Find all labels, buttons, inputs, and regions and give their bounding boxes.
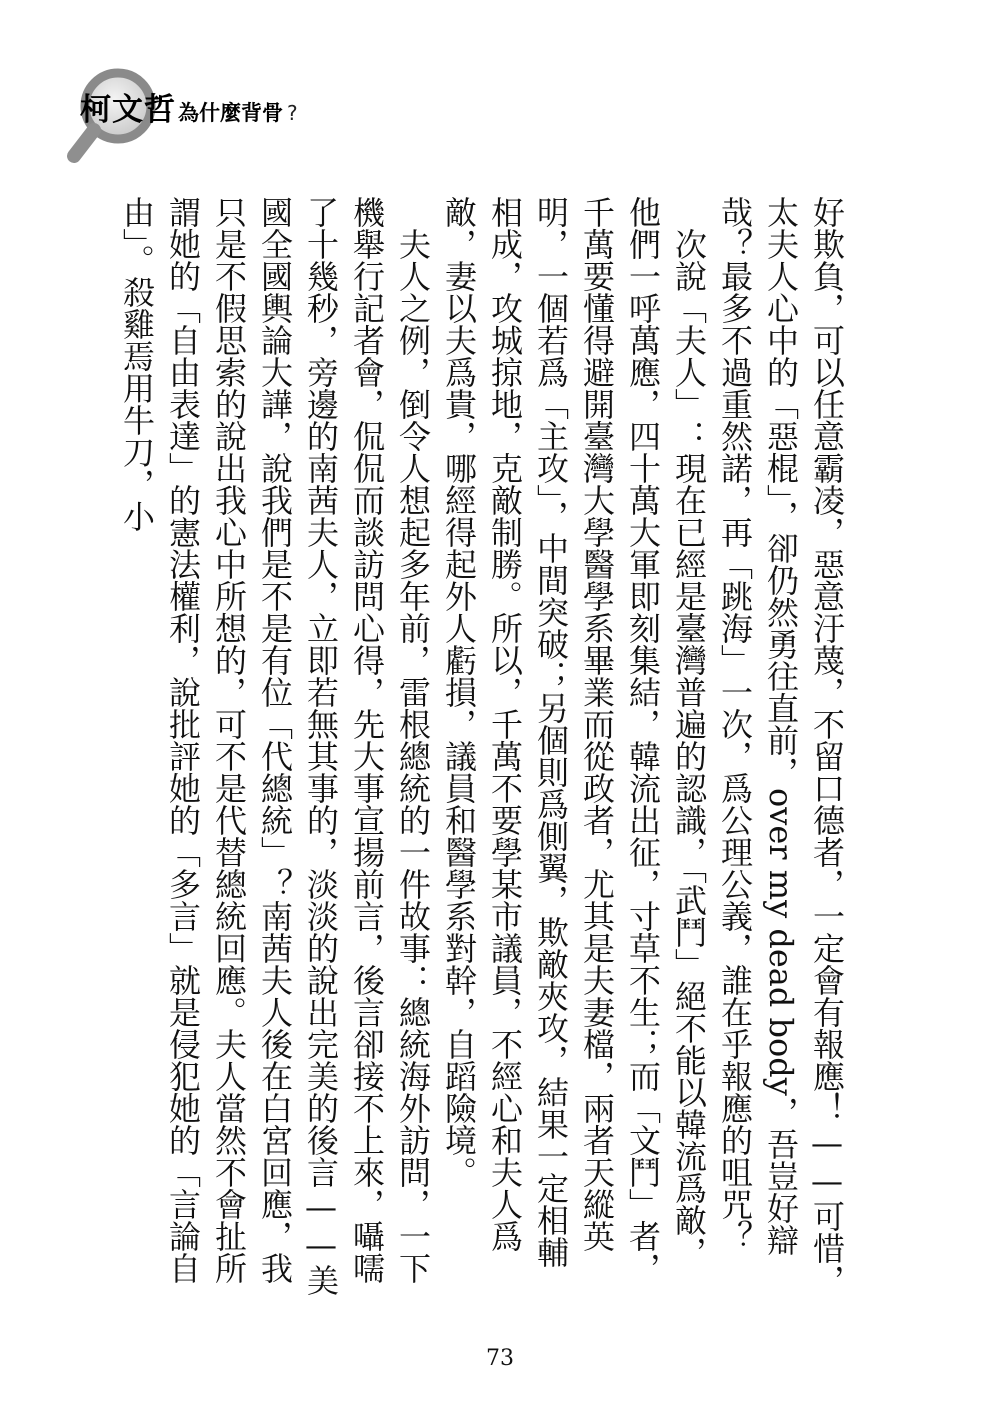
running-header [62,68,392,168]
book-title [80,84,298,129]
paragraph: 次說「夫人」：現在已經是臺灣普遍的認識，「武鬥」絕不能以韓流爲敵，他們一呼萬應，四十萬大軍即刻集結，韓流出征，寸草不生；而「文鬥」者，千萬要懂得避開臺灣大學醫學系畢業而從政者，尤其是夫妻檔，兩者天縱英明，一個若爲「主攻」，中間突破；另個則爲側翼，欺敵夾攻，結果一定相輔相成，攻城掠地，克敵制勝。所以，千萬不要學某市議員，不經心和夫人爲敵，妻以夫爲貴，哪經得起外人虧損，議員和醫學系對幹，自蹈險境。 [440,196,708,1284]
latin-phrase: over my dead body [762,788,800,1096]
paragraph: 好欺負，可以任意霸凌，惡意汙蔑，不留口德者，一定會有報應！——可惜，太夫人心中的「惡棍」，卻仍然勇往直前，over my dead body，吾豈好辯哉？最多不過重然諾，再「跳海」一次，爲公理公義，誰在乎報應的咀咒？ [716,196,846,1296]
page-number: 73 [486,1346,514,1371]
book-title-main: 柯文哲 [80,92,176,128]
paragraph: 夫人之例，倒令人想起多年前，雷根總統的一件故事：總統海外訪問，一下機舉行記者會，侃侃而談訪問心得，先大事宣揚前言，後言卻接不上來，囁嚅了十幾秒，旁邊的南茜夫人，立即若無其事的，淡淡的說出完美的後言——美國全國輿論大譁，說我們是不是有位「代總統」？南茜夫人後在白宮回應，我只是不假思索的說出我心中所想的，可不是代替總統回應。夫人當然不會扯所謂她的「自由表達」的憲法權利，說批評她的「多言」就是侵犯她的「言論自由」。殺雞焉用牛刀，小 [118,196,432,1296]
vertical-body-text [118,196,850,1296]
book-title-question-mark: ? [287,101,298,125]
book-title-sub: 為什麼背骨 [178,101,283,125]
